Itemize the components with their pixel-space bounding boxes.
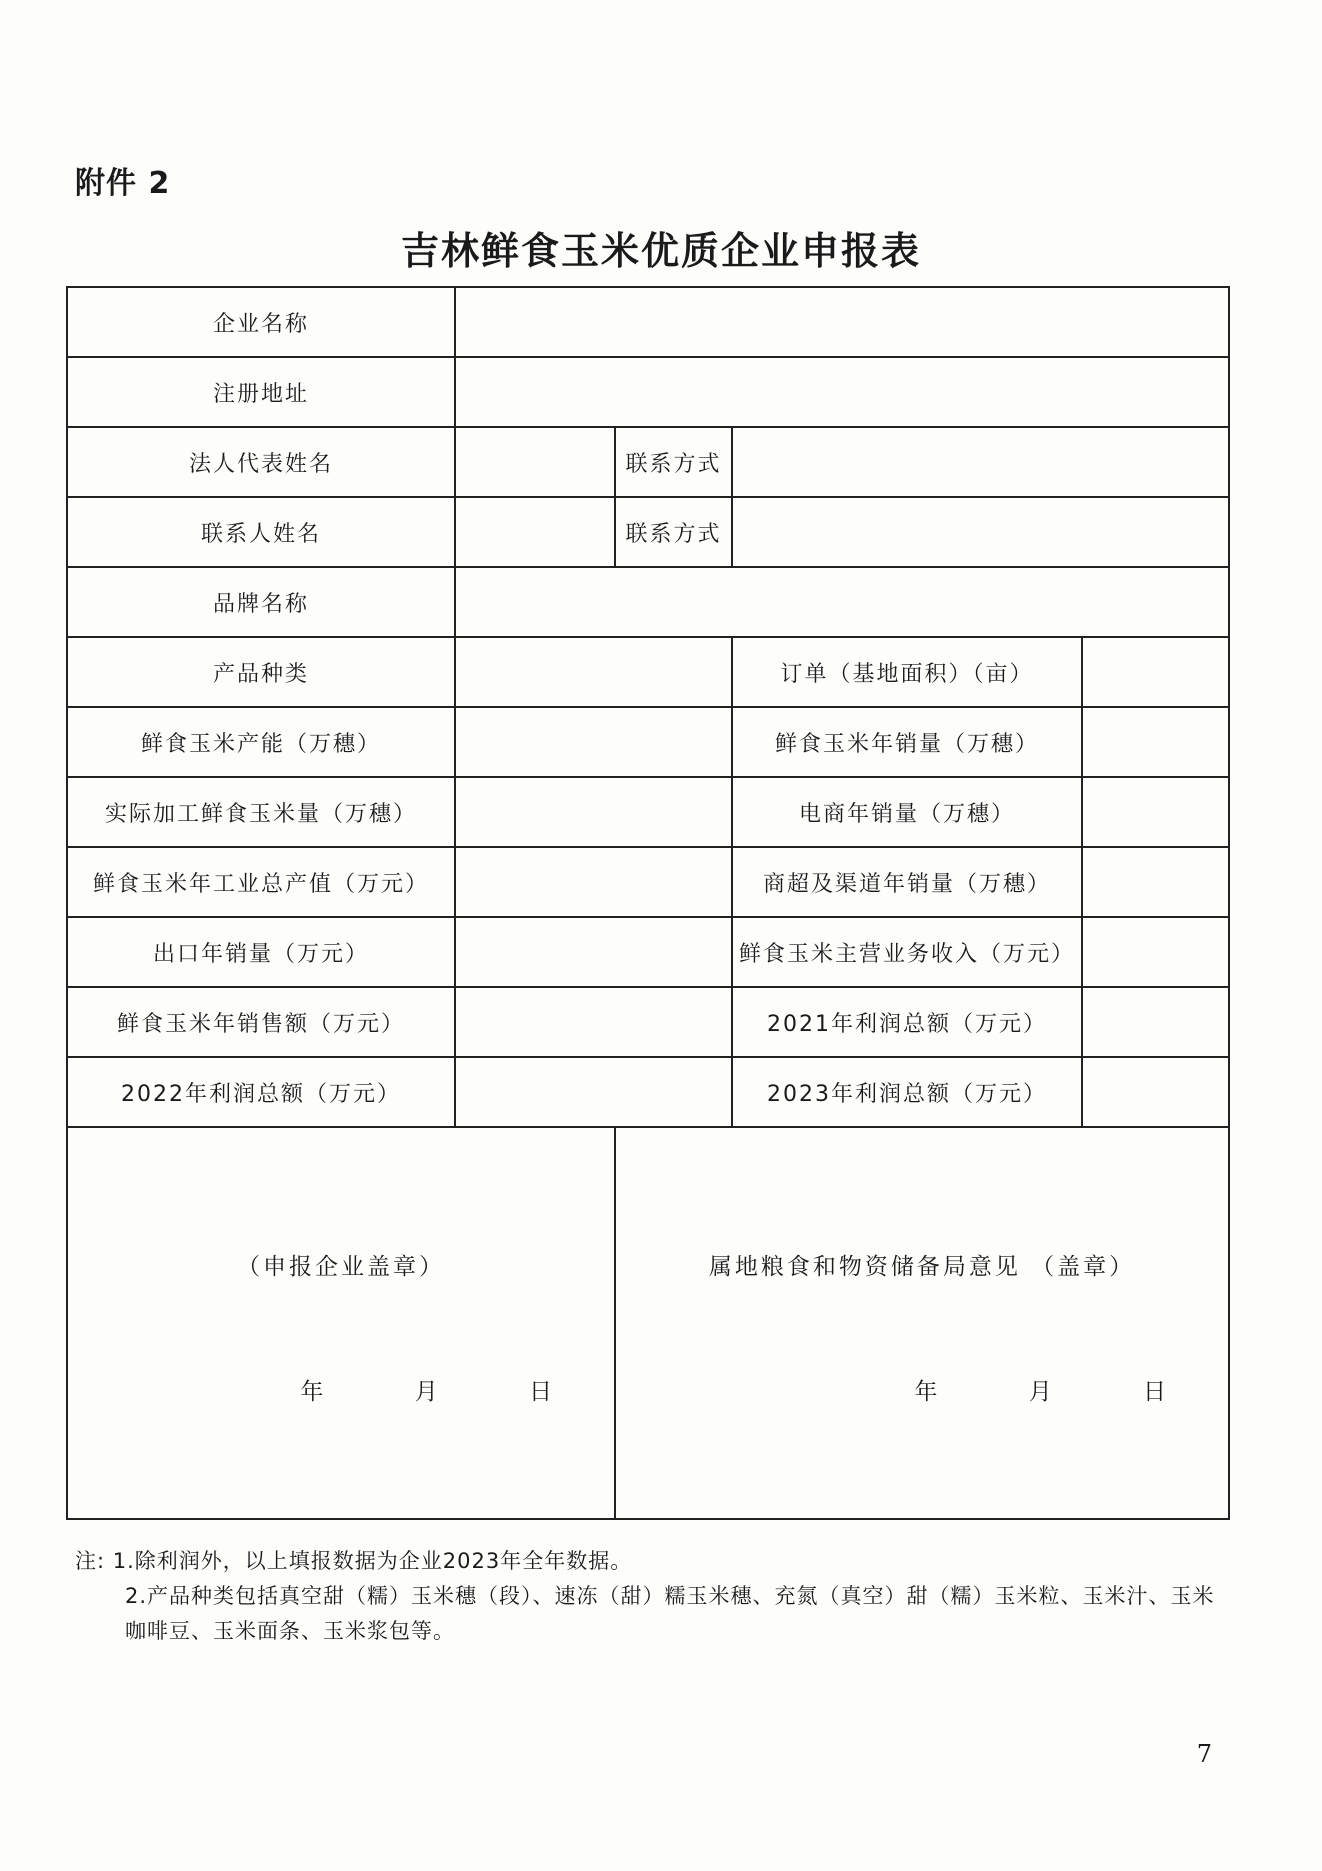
note-line-1: 注: 1.除利润外，以上填报数据为企业2023年全年数据。 (75, 1549, 633, 1573)
row-metric-1 (67, 707, 1229, 777)
label-legal-rep-name: 法人代表姓名 (67, 427, 455, 497)
row-company-name (67, 287, 1229, 357)
label-metric-right: 2023年利润总额（万元） (732, 1057, 1082, 1127)
label-brand-name: 品牌名称 (67, 567, 455, 637)
row-metric-0 (67, 637, 1229, 707)
page-number: 7 (1196, 1740, 1212, 1768)
form-title: 吉林鲜食玉米优质企业申报表 (400, 229, 921, 273)
bureau-opinion-box[interactable] (615, 1127, 1229, 1519)
field-metric-right[interactable] (1082, 987, 1229, 1057)
label-metric-left: 鲜食玉米年销售额（万元） (67, 987, 455, 1057)
row-metric-5 (67, 987, 1229, 1057)
field-contact-person-name[interactable] (455, 497, 615, 567)
label-metric-left: 鲜食玉米产能（万穗） (67, 707, 455, 777)
field-metric-left[interactable] (455, 917, 732, 987)
row-registered-address (67, 357, 1229, 427)
row-contact-person (67, 497, 1229, 567)
company-seal-date (260, 1373, 554, 1406)
row-metric-2 (67, 777, 1229, 847)
company-seal-box[interactable] (67, 1127, 615, 1519)
label-contact-method-2: 联系方式 (615, 497, 732, 567)
date-year: 年 (914, 1379, 940, 1405)
label-metric-right: 鲜食玉米主营业务收入（万元） (732, 917, 1082, 987)
date-day: 日 (529, 1379, 554, 1405)
label-metric-left: 鲜食玉米年工业总产值（万元） (67, 847, 455, 917)
label-contact-method-1: 联系方式 (615, 427, 732, 497)
label-metric-left: 出口年销量（万元） (67, 917, 455, 987)
date-month: 月 (414, 1379, 440, 1405)
row-metric-6 (67, 1057, 1229, 1127)
field-contact-method-2[interactable] (732, 497, 1229, 567)
field-metric-right[interactable] (1082, 847, 1229, 917)
bureau-opinion-label: 属地粮食和物资储备局意见 （盖章） (708, 1254, 1136, 1280)
field-metric-left[interactable] (455, 707, 732, 777)
label-metric-left: 产品种类 (67, 637, 455, 707)
date-day: 日 (1143, 1379, 1168, 1405)
field-brand-name[interactable] (455, 567, 1229, 637)
row-legal-rep (67, 427, 1229, 497)
field-legal-rep-name[interactable] (455, 427, 615, 497)
label-metric-right: 鲜食玉米年销量（万穗） (732, 707, 1082, 777)
row-signatures (67, 1127, 1229, 1519)
attachment-label: 附件 2 (75, 166, 171, 201)
field-registered-address[interactable] (455, 357, 1229, 427)
field-metric-right[interactable] (1082, 637, 1229, 707)
note-line-2: 2.产品种类包括真空甜（糯）玉米穗（段）、速冻（甜）糯玉米穗、充氮（真空）甜（糯）玉米粒、玉米汁、玉米咖啡豆、玉米面条、玉米浆包等。 (125, 1584, 1215, 1643)
notes-section (75, 1544, 1225, 1649)
label-metric-right: 订单（基地面积）（亩） (732, 637, 1082, 707)
field-metric-left[interactable] (455, 637, 732, 707)
field-company-name[interactable] (455, 287, 1229, 357)
label-metric-right: 2021年利润总额（万元） (732, 987, 1082, 1057)
row-metric-3 (67, 847, 1229, 917)
label-registered-address: 注册地址 (67, 357, 455, 427)
label-metric-left: 2022年利润总额（万元） (67, 1057, 455, 1127)
field-metric-right[interactable] (1082, 707, 1229, 777)
bureau-opinion-date (874, 1373, 1168, 1406)
application-form-table (66, 286, 1230, 1520)
field-metric-right[interactable] (1082, 777, 1229, 847)
field-metric-left[interactable] (455, 847, 732, 917)
field-metric-left[interactable] (455, 987, 732, 1057)
label-contact-person-name: 联系人姓名 (67, 497, 455, 567)
field-metric-left[interactable] (455, 777, 732, 847)
label-company-name: 企业名称 (67, 287, 455, 357)
field-contact-method-1[interactable] (732, 427, 1229, 497)
row-brand-name (67, 567, 1229, 637)
date-month: 月 (1028, 1379, 1054, 1405)
company-seal-label: （申报企业盖章） (237, 1254, 445, 1280)
date-year: 年 (300, 1379, 326, 1405)
label-metric-right: 商超及渠道年销量（万穗） (732, 847, 1082, 917)
row-metric-4 (67, 917, 1229, 987)
field-metric-right[interactable] (1082, 1057, 1229, 1127)
field-metric-right[interactable] (1082, 917, 1229, 987)
label-metric-left: 实际加工鲜食玉米量（万穗） (67, 777, 455, 847)
label-metric-right: 电商年销量（万穗） (732, 777, 1082, 847)
field-metric-left[interactable] (455, 1057, 732, 1127)
